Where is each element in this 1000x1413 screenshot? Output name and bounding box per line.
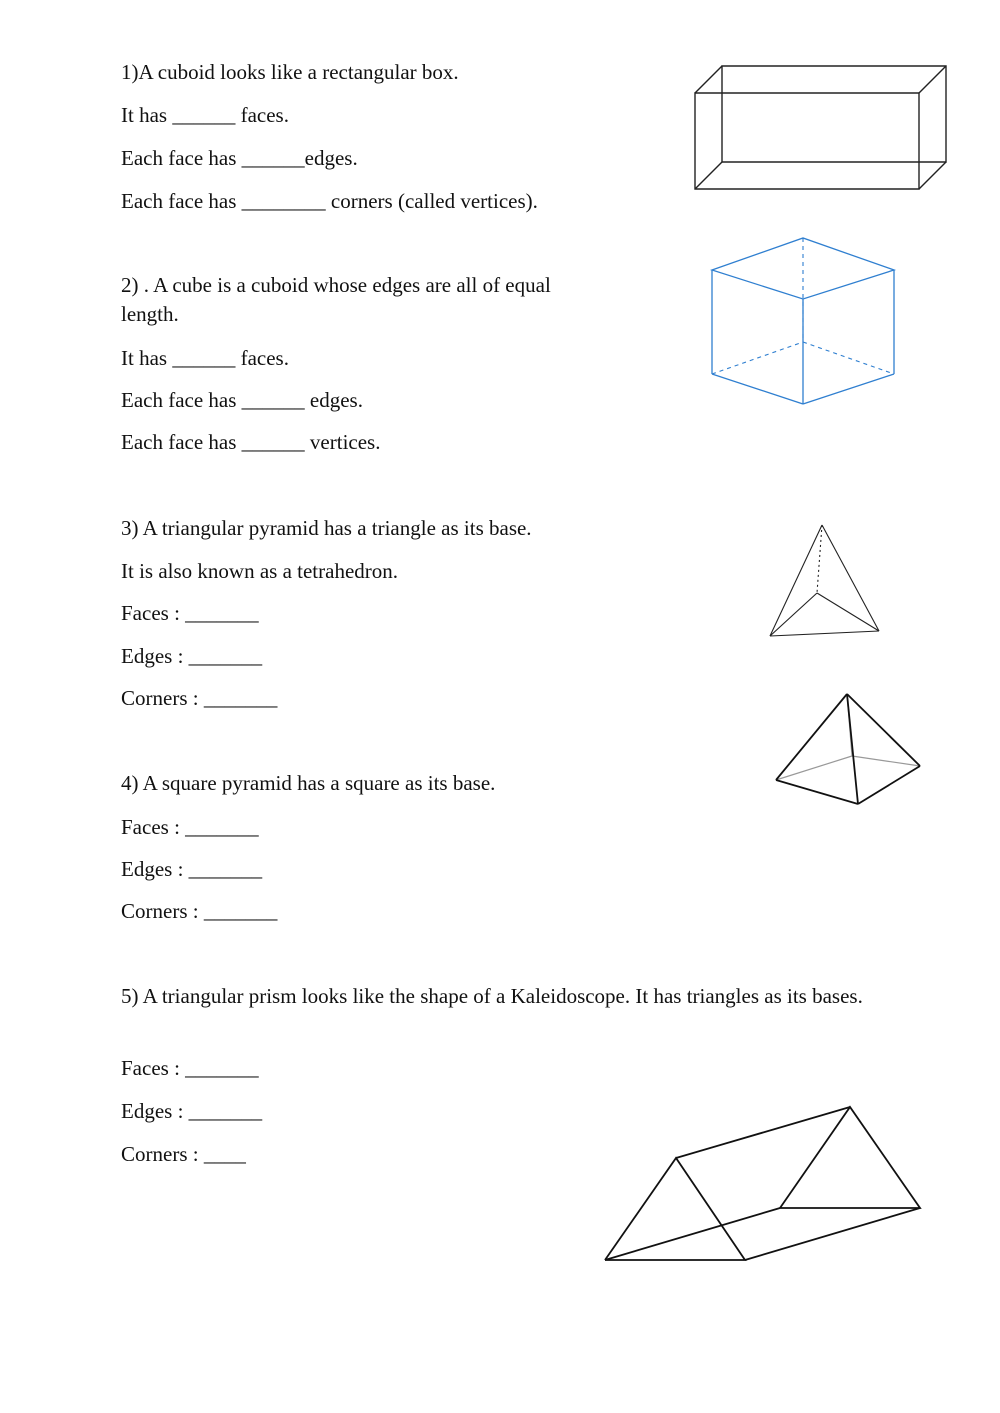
q5-title: 5) A triangular prism looks like the shape of a Kaleidoscope. It has triangles as its bases. xyxy=(121,984,863,1008)
q1-faces-line: It has ______ faces. xyxy=(121,103,289,127)
q3-title: 3) A triangular pyramid has a triangle as its base. xyxy=(121,516,532,540)
q1-edges-line: Each face has ______edges. xyxy=(121,146,358,170)
q3-tetrahedron-line: It is also known as a tetrahedron. xyxy=(121,559,399,583)
q4-faces-line: Faces : _______ xyxy=(121,815,259,839)
q2-edges-line: Each face has ______ edges. xyxy=(121,388,363,412)
q5-corners-line: Corners : ____ xyxy=(121,1142,246,1166)
q2-vertices-line: Each face has ______ vertices. xyxy=(121,430,381,454)
q1-vertices-line: Each face has ________ corners (called vertices). xyxy=(121,189,538,213)
q4-edges-line: Edges : _______ xyxy=(121,857,263,881)
q1-title: 1)A cuboid looks like a rectangular box. xyxy=(121,60,459,84)
q2-faces-line: It has ______ faces. xyxy=(121,346,289,370)
q5-edges-line: Edges : _______ xyxy=(121,1099,263,1123)
q3-edges-line: Edges : _______ xyxy=(121,644,263,668)
cube-figure xyxy=(706,232,900,410)
q4-title: 4) A square pyramid has a square as its base. xyxy=(121,771,496,795)
cuboid-figure xyxy=(690,60,952,196)
square-pyramid-figure xyxy=(770,688,926,810)
q4-corners-line: Corners : _______ xyxy=(121,899,278,923)
q3-corners-line: Corners : _______ xyxy=(121,686,278,710)
triangular-prism-figure xyxy=(600,1100,926,1266)
q2-title: 2) . A cube is a cuboid whose edges are all of equal length. xyxy=(121,273,551,326)
triangular-pyramid-figure xyxy=(764,520,886,642)
q3-faces-line: Faces : _______ xyxy=(121,601,259,625)
q5-faces-line: Faces : _______ xyxy=(121,1056,259,1080)
